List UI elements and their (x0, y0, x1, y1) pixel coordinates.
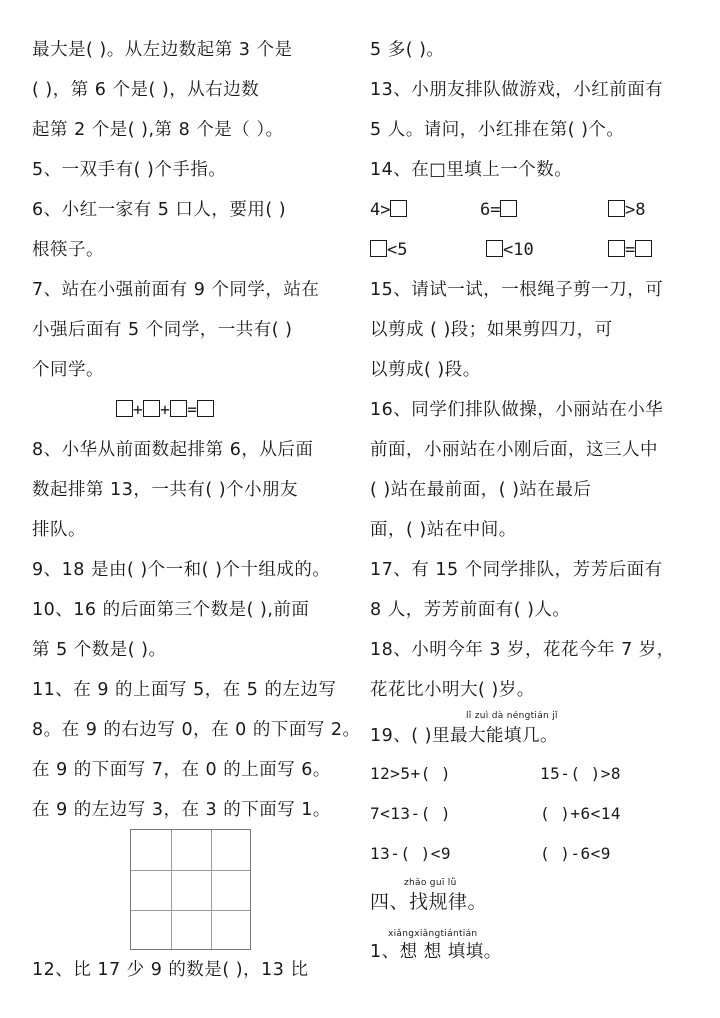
answer-box[interactable] (116, 400, 133, 417)
q19-item: 15-( )>8 (540, 764, 622, 783)
q13-line-1: 13、小朋友排队做游戏，小红前面有 (370, 80, 664, 100)
q19-pinyin: lǐ zuì dà néngtián jǐ (466, 711, 558, 721)
q15-line-2: 以剪成 ( )段；如果剪四刀，可 (370, 320, 613, 340)
q9-text: 9、18 是由( )个一和( )个十组成的。 (32, 560, 331, 580)
q14-text: 14、在□里填上一个数。 (370, 160, 573, 180)
q1-text: 1、想 想 填填。 (370, 942, 502, 962)
q14-item: 4> (370, 200, 407, 220)
answer-box[interactable] (143, 400, 160, 417)
q12-continued: 5 多( )。 (370, 40, 445, 60)
q14-item: 6= (480, 200, 517, 220)
section4-pinyin: zhǎo guī lǜ (404, 878, 457, 888)
answer-box[interactable] (370, 240, 387, 257)
answer-box[interactable] (390, 200, 407, 217)
q17-line-2: 8 人，芳芳前面有( )人。 (370, 600, 571, 620)
q10-line-1: 10、16 的后面第三个数是( ),前面 (32, 600, 310, 620)
plus-sign: + (160, 400, 171, 419)
q14-item: <5 (370, 240, 407, 260)
q6-line-2: 根筷子。 (32, 240, 104, 260)
answer-box[interactable] (170, 400, 187, 417)
plus-sign: + (133, 400, 144, 419)
q14-item: <10 (486, 240, 534, 260)
section4-heading: 四、找规律。 (370, 891, 488, 913)
q4-line-2: ( )，第 6 个是( )，从右边数 (32, 80, 260, 100)
q7-line-1: 7、站在小强前面有 9 个同学，站在 (32, 280, 320, 300)
q7-equation (116, 398, 214, 422)
q19-text: 19、( )里最大能填几。 (370, 726, 558, 746)
q11-line-4: 在 9 的左边写 3，在 3 的下面写 1。 (32, 800, 331, 820)
q15-line-3: 以剪成( )段。 (370, 360, 481, 380)
q8-line-3: 排队。 (32, 520, 86, 540)
q13-line-2: 5 人。请问，小红排在第( )个。 (370, 120, 625, 140)
q7-line-3: 个同学。 (32, 360, 104, 380)
q18-line-1: 18、小明今年 3 岁，花花今年 7 岁， (370, 640, 675, 660)
q11-line-3: 在 9 的下面写 7，在 0 的上面写 6。 (32, 760, 331, 780)
q16-line-4: 面，( )站在中间。 (370, 520, 517, 540)
q8-line-2: 数起排第 13，一共有( )个小朋友 (32, 480, 299, 500)
q16-line-2: 前面，小丽站在小刚后面，这三人中 (370, 440, 658, 460)
q17-line-1: 17、有 15 个同学排队，芳芳后面有 (370, 560, 663, 580)
answer-box[interactable] (608, 240, 625, 257)
q4-line-1: 最大是( )。从左边数起第 3 个是 (32, 40, 293, 60)
q18-line-2: 花花比小明大( )岁。 (370, 680, 535, 700)
q19-item: ( )+6<14 (540, 804, 622, 823)
q19-item: 12>5+( ) (370, 764, 452, 783)
answer-box[interactable] (500, 200, 517, 217)
q16-line-3: ( )站在最前面，( )站在最后 (370, 480, 592, 500)
q19-item: ( )-6<9 (540, 844, 611, 863)
q12-text: 12、比 17 少 9 的数是( )，13 比 (32, 960, 309, 980)
answer-box[interactable] (197, 400, 214, 417)
q11-line-2: 8。在 9 的右边写 0，在 0 的下面写 2。 (32, 720, 361, 740)
q19-item: 7<13-( ) (370, 804, 452, 823)
q14-item: >8 (608, 200, 645, 220)
number-grid[interactable] (130, 829, 251, 950)
q8-line-1: 8、小华从前面数起排第 6，从后面 (32, 440, 314, 460)
q4-line-3: 起第 2 个是( ),第 8 个是（ ）。 (32, 120, 284, 140)
q5-text: 5、一双手有( )个手指。 (32, 160, 227, 180)
equals-sign: = (187, 400, 198, 419)
q10-line-2: 第 5 个数是( )。 (32, 640, 167, 660)
q14-item: = (608, 240, 652, 260)
q1-pinyin: xiǎngxiǎngtiántián (388, 929, 478, 939)
q11-line-1: 11、在 9 的上面写 5，在 5 的左边写 (32, 680, 337, 700)
q16-line-1: 16、同学们排队做操，小丽站在小华 (370, 400, 664, 420)
q15-line-1: 15、请试一试，一根绳子剪一刀，可 (370, 280, 664, 300)
answer-box[interactable] (486, 240, 503, 257)
q6-line-1: 6、小红一家有 5 口人，要用( ) (32, 200, 287, 220)
q7-line-2: 小强后面有 5 个同学，一共有( ) (32, 320, 293, 340)
answer-box[interactable] (635, 240, 652, 257)
answer-box[interactable] (608, 200, 625, 217)
q19-item: 13-( )<9 (370, 844, 452, 863)
